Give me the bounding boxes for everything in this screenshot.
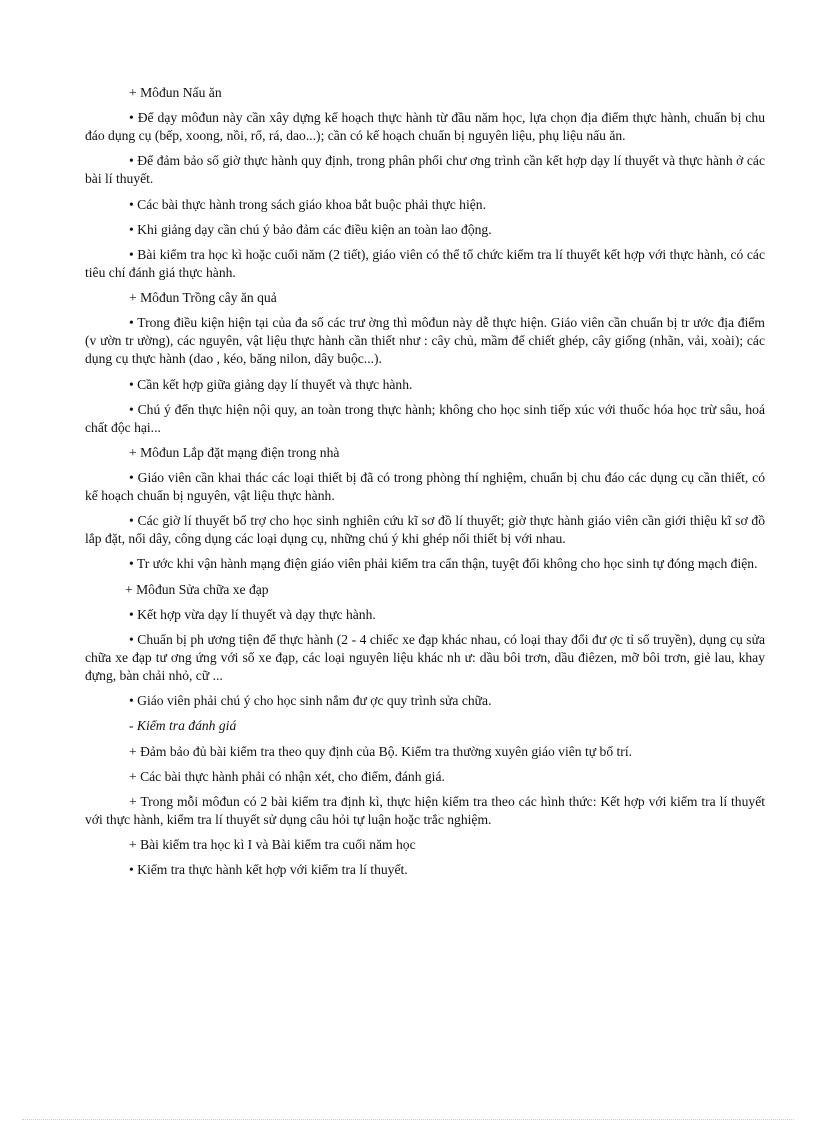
paragraph: • Chuẩn bị ph ương tiện để thực hành (2 - 4 chiếc xe đạp khác nhau, có loại thay đổi đư ợc tỉ số truyền), dụng cụ sửa chữa xe đạp tư ơng ứng với số xe đạp, các loại nguyên liệu khác nh ư: dầu bôi trơn, dầu điêzen, mỡ bôi trơn, giẻ lau, khay đựng, bàn chải nhỏ, cữ ... [85, 632, 765, 683]
paragraph: + Bài kiểm tra học kì I và Bài kiểm tra cuối năm học [129, 837, 416, 853]
heading-assessment: - Kiểm tra đánh giá [129, 718, 237, 734]
heading-module-fruit-trees: + Môđun Trồng cây ăn quả [129, 290, 277, 306]
paragraph: • Bài kiểm tra học kì hoặc cuối năm (2 tiết), giáo viên có thể tổ chức kiểm tra lí thuyết kết hợp với thực hành, có các tiêu chí đánh giá thực hành. [85, 246, 765, 280]
document-page [85, 84, 765, 887]
heading-module-cooking: + Môđun Nấu ăn [129, 85, 222, 100]
paragraph: • Khi giảng dạy cần chú ý bảo đảm các điều kiện an toàn lao động. [129, 221, 492, 237]
paragraph: • Trong điều kiện hiện tại của đa số các trư ờng thì môđun này dễ thực hiện. Giáo viên cần chuẩn bị tr ước địa điểm (v ườn tr ường), các nguyên, vật liệu thực hành cần thiết như : cây chủ, mầm để chiết ghép, cây giống (nhãn, vải, xoài); các dụng cụ thực hành (dao , kéo, băng nilon, dây buộc...). [85, 315, 765, 367]
paragraph: • Để đảm bảo số giờ thực hành quy định, trong phân phối chư ơng trình cần kết hợp dạy lí thuyết và thực hành ở các bài lí thuyết. [85, 153, 765, 187]
paragraph: • Cần kết hợp giữa giảng dạy lí thuyết và thực hành. [129, 376, 413, 392]
paragraph: • Kiểm tra thực hành kết hợp với kiểm tra lí thuyết. [129, 862, 408, 878]
paragraph: • Để dạy môđun này cần xây dựng kế hoạch thực hành từ đầu năm học, lựa chọn địa điểm thực hành, chuẩn bị chu đáo dụng cụ (bếp, xoong, nồi, rổ, rá, dao...); cần có kế hoạch chuẩn bị nguyên liệu, phụ liệu nấu ăn. [85, 110, 765, 144]
paragraph: + Các bài thực hành phải có nhận xét, cho điểm, đánh giá. [129, 768, 445, 784]
paragraph: • Tr ước khi vận hành mạng điện giáo viên phải kiểm tra cẩn thận, tuyệt đối không cho học sinh tự đóng mạch điện. [129, 556, 758, 572]
paragraph: • Các giờ lí thuyết bổ trợ cho học sinh nghiên cứu kĩ sơ đồ lí thuyết; giờ thực hành giáo viên cần giới thiệu kĩ sơ đồ lắp đặt, nối dây, công dụng các loại dụng cụ, những chú ý khi ghép nối thiết bị với nhau. [85, 513, 765, 547]
paragraph: • Kết hợp vừa dạy lí thuyết và dạy thực hành. [129, 606, 376, 622]
paragraph: • Các bài thực hành trong sách giáo khoa bắt buộc phải thực hiện. [129, 196, 486, 212]
paragraph: + Đảm bảo đủ bài kiểm tra theo quy định của Bộ. Kiểm tra thường xuyên giáo viên tự bố trí. [129, 743, 633, 759]
paragraph: • Giáo viên phải chú ý cho học sinh nắm đư ợc quy trình sửa chữa. [129, 693, 492, 709]
page-bottom-divider [22, 1119, 794, 1120]
paragraph: + Trong mỗi môđun có 2 bài kiểm tra định kì, thực hiện kiểm tra theo các hình thức: Kết hợp với kiểm tra lí thuyết với thực hành, kiểm tra lí thuyết sử dụng câu hỏi tự luận hoặc trắc nghiệm. [85, 793, 765, 827]
heading-module-electrical-wiring: + Môđun Lắp đặt mạng điện trong nhà [129, 444, 340, 460]
heading-module-bicycle-repair: + Môđun Sửa chữa xe đạp [125, 581, 269, 597]
paragraph: • Chú ý đến thực hiện nội quy, an toàn trong thực hành; không cho học sinh tiếp xúc với thuốc hóa học trừ sâu, hoá chất độc hại... [85, 401, 765, 435]
paragraph: • Giáo viên cần khai thác các loại thiết bị đã có trong phòng thí nghiệm, chuẩn bị chu đáo các dụng cụ cần thiết, có kế hoạch chuẩn bị nguyên, vật liệu thực hành. [85, 470, 765, 504]
